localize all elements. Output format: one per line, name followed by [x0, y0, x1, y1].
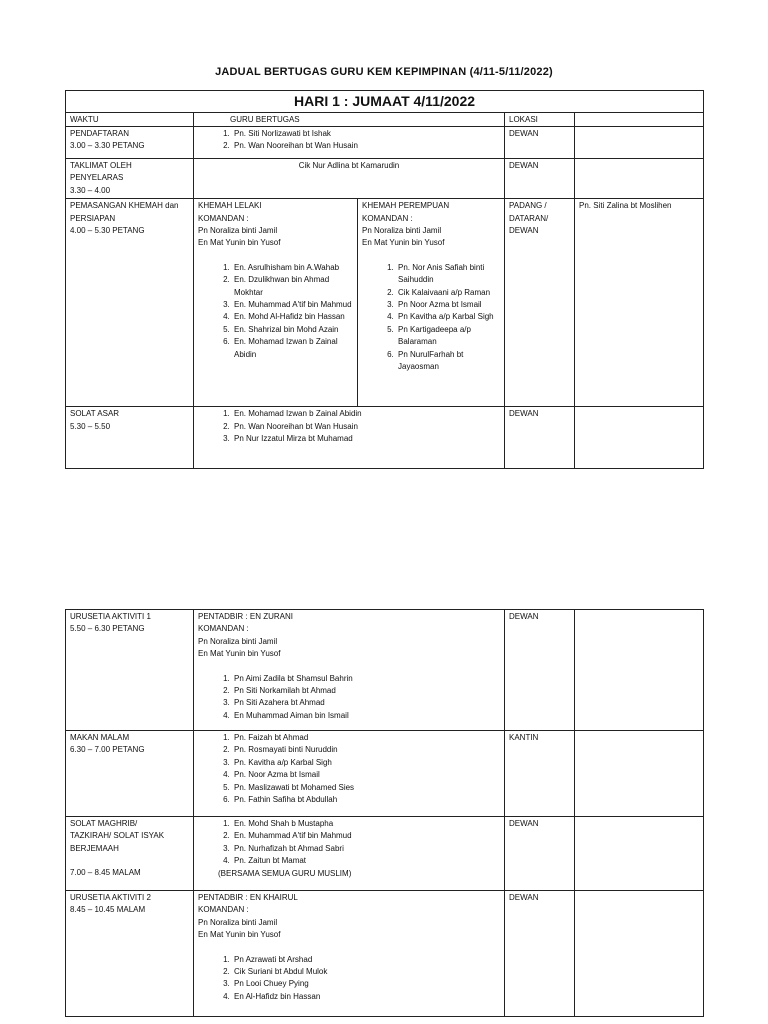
komandan-label: KOMANDAN :: [362, 213, 413, 223]
teacher-item: 2. En. Muhammad A'tif bin Mahmud: [232, 830, 500, 842]
activity-time: 8.45 – 10.45 MALAM: [70, 905, 146, 915]
member-item: 1. En. Asrulhisham bin A.Wahab: [232, 262, 353, 274]
member-item: 3. En. Muhammad A'tif bin Mahmud: [232, 299, 353, 311]
activity-cell: [66, 127, 194, 159]
khemah-lelaki-title: KHEMAH LELAKI: [198, 201, 262, 211]
teacher-name: Cik Nur Adlina bt Kamarudin: [194, 159, 505, 199]
teachers-cell: [194, 610, 505, 731]
teacher-item: 4. Pn. Noor Azma bt Ismail: [232, 769, 500, 781]
activity-cell: [66, 159, 194, 199]
teacher-item: 4. Pn. Zaitun bt Mamat: [232, 855, 500, 867]
pentadbir-text: PENTADBIR : EN KHAIRUL: [198, 893, 298, 902]
row-solat-maghrib: [66, 817, 704, 891]
komandan-name: Pn Noraliza binti Jamil: [198, 917, 278, 927]
member-item: 1. Pn Azrawati bt Arshad: [232, 954, 500, 966]
teachers-cell: [194, 731, 505, 817]
member-item: 5. Pn Kartigadeepa a/p Balaraman: [396, 324, 500, 349]
location-text: DEWAN: [509, 226, 539, 236]
header-extra: [575, 113, 704, 127]
komandan-name: Pn Noraliza binti Jamil: [362, 226, 442, 236]
teacher-item: 1. En. Mohamad Izwan b Zainal Abidin: [232, 408, 500, 420]
member-item: 3. Pn Looi Chuey Pying: [232, 978, 500, 990]
activity-name: URUSETIA AKTIVITI 2: [70, 893, 151, 902]
teacher-item: 1. Pn. Faizah bt Ahmad: [232, 732, 500, 744]
activity-name: PENYELARAS: [70, 173, 124, 183]
member-item: 4. En. Mohd Al-Hafidz bin Hassan: [232, 311, 353, 323]
header-lokasi: LOKASI: [505, 113, 575, 127]
activity-name: TAZKIRAH/ SOLAT ISYAK: [70, 831, 165, 841]
row-urusetia-aktiviti-2: [66, 891, 704, 1017]
teacher-item: 2. Pn. Wan Nooreihan bt Wan Husain: [232, 140, 500, 152]
member-item: 2. Pn Siti Norkamilah bt Ahmad: [232, 685, 500, 697]
activity-cell: [66, 817, 194, 891]
activity-time: 4.00 – 5.30 PETANG: [70, 226, 145, 236]
member-item: 3. Pn Noor Azma bt Ismail: [396, 299, 500, 311]
activity-time: 5.30 – 5.50: [70, 421, 111, 431]
location-cell: DEWAN: [505, 610, 575, 731]
activity-cell: [66, 199, 194, 407]
location-cell: [505, 199, 575, 407]
row-urusetia-aktiviti-1: [66, 610, 704, 731]
activity-time: 3.30 – 4.00: [70, 185, 111, 195]
teacher-item: 3. Pn. Kavitha a/p Karbal Sigh: [232, 757, 500, 769]
activity-name: SOLAT MAGHRIB/: [70, 819, 138, 828]
schedule-table-day1: [65, 90, 704, 469]
header-guru-bertugas: GURU BERTUGAS: [194, 113, 505, 127]
location-cell: DEWAN: [505, 407, 575, 469]
row-pemasangan-khemah: [66, 199, 704, 407]
khemah-perempuan-cell: [358, 199, 505, 407]
member-item: 6. En. Mohamad Izwan b Zainal Abidin: [232, 336, 353, 361]
row-pendaftaran: [66, 127, 704, 159]
komandan-label: KOMANDAN :: [198, 213, 249, 223]
teacher-item: 2. Pn. Wan Nooreihan bt Wan Husain: [232, 421, 500, 433]
teacher-item: 3. Pn. Nurhafizah bt Ahmad Sabri: [232, 843, 500, 855]
activity-time: 6.30 – 7.00 PETANG: [70, 745, 145, 755]
activity-cell: [66, 407, 194, 469]
komandan-label: KOMANDAN :: [198, 905, 249, 915]
teacher-item: 5. Pn. Maslizawati bt Mohamed Sies: [232, 782, 500, 794]
row-solat-asar: [66, 407, 704, 469]
activity-name: PENDAFTARAN: [70, 129, 129, 138]
teachers-cell: [194, 127, 505, 159]
extra-teacher-cell: Pn. Siti Zalina bt Moslihen: [575, 199, 704, 407]
activity-time: 3.00 – 3.30 PETANG: [70, 141, 145, 151]
activity-name: PERSIAPAN: [70, 213, 116, 223]
teacher-item: 2. Pn. Rosmayati binti Nuruddin: [232, 744, 500, 756]
activity-name: TAKLIMAT OLEH: [70, 161, 132, 170]
teacher-item: 6. Pn. Fathin Safiha bt Abdullah: [232, 794, 500, 806]
member-item: 1. Pn. Nor Anis Safiah binti Saihuddin: [396, 262, 500, 287]
document-title: JADUAL BERTUGAS GURU KEM KEPIMPINAN (4/11-5/11/2022): [215, 66, 553, 78]
komandan-name: En Mat Yunin bin Yusof: [198, 930, 281, 940]
activity-name: MAKAN MALAM: [70, 733, 130, 742]
row-taklimat: [66, 159, 704, 199]
member-item: 4. En Al-Hafidz bin Hassan: [232, 991, 500, 1003]
location-cell: DEWAN: [505, 817, 575, 891]
location-cell: DEWAN: [505, 127, 575, 159]
activity-name: PEMASANGAN KHEMAH dan: [70, 201, 179, 211]
khemah-perempuan-title: KHEMAH PEREMPUAN: [362, 201, 450, 211]
member-item: 3. Pn Siti Azahera bt Ahmad: [232, 697, 500, 709]
location-cell: DEWAN: [505, 159, 575, 199]
activity-name: SOLAT ASAR: [70, 409, 120, 419]
teachers-cell: [194, 407, 505, 469]
activity-time: 7.00 – 8.45 MALAM: [70, 868, 141, 878]
activity-cell: [66, 731, 194, 817]
teacher-item: 3. Pn Nur Izzatul Mirza bt Muhamad: [232, 433, 500, 445]
header-waktu: WAKTU: [66, 113, 194, 127]
member-item: 4. En Muhammad Aiman bin Ismail: [232, 710, 500, 722]
activity-cell: [66, 610, 194, 731]
schedule-table-day1-continued: [65, 609, 704, 1017]
location-cell: DEWAN: [505, 891, 575, 1017]
day-title: HARI 1 : JUMAAT 4/11/2022: [66, 91, 704, 113]
teacher-item: 1. Pn. Siti Norlizawati bt Ishak: [232, 128, 500, 140]
activity-cell: [66, 891, 194, 1017]
note-text: (BERSAMA SEMUA GURU MUSLIM): [218, 868, 352, 878]
row-makan-malam: [66, 731, 704, 817]
komandan-name: En Mat Yunin bin Yusof: [198, 649, 281, 659]
member-item: 1. Pn Aimi Zadila bt Shamsul Bahrin: [232, 673, 500, 685]
komandan-name: Pn Noraliza binti Jamil: [198, 226, 278, 236]
komandan-name: En Mat Yunin bin Yusof: [198, 238, 281, 248]
location-cell: KANTIN: [505, 731, 575, 817]
khemah-lelaki-cell: [194, 199, 358, 407]
komandan-label: KOMANDAN :: [198, 624, 249, 634]
member-item: 2. Cik Kalaivaani a/p Raman: [396, 287, 500, 299]
teacher-item: 1. En. Mohd Shah b Mustapha: [232, 818, 500, 830]
member-item: 5. En. Shahrizal bin Mohd Azain: [232, 324, 353, 336]
activity-name: URUSETIA AKTIVITI 1: [70, 612, 151, 621]
member-item: 2. Cik Suriani bt Abdul Mulok: [232, 966, 500, 978]
location-text: DATARAN/: [509, 213, 549, 223]
komandan-name: Pn Noraliza binti Jamil: [198, 636, 278, 646]
member-item: 2. En. Dzulikhwan bin Ahmad Mokhtar: [232, 274, 353, 299]
activity-name: BERJEMAAH: [70, 843, 119, 853]
komandan-name: En Mat Yunin bin Yusof: [362, 238, 445, 248]
location-text: PADANG /: [509, 201, 547, 211]
teachers-cell: [194, 891, 505, 1017]
member-item: 6. Pn NurulFarhah bt Jayaosman: [396, 349, 500, 374]
member-item: 4. Pn Kavitha a/p Karbal Sigh: [396, 311, 500, 323]
teachers-cell: [194, 817, 505, 891]
activity-time: 5.50 – 6.30 PETANG: [70, 624, 145, 634]
pentadbir-text: PENTADBIR : EN ZURANI: [198, 612, 293, 621]
